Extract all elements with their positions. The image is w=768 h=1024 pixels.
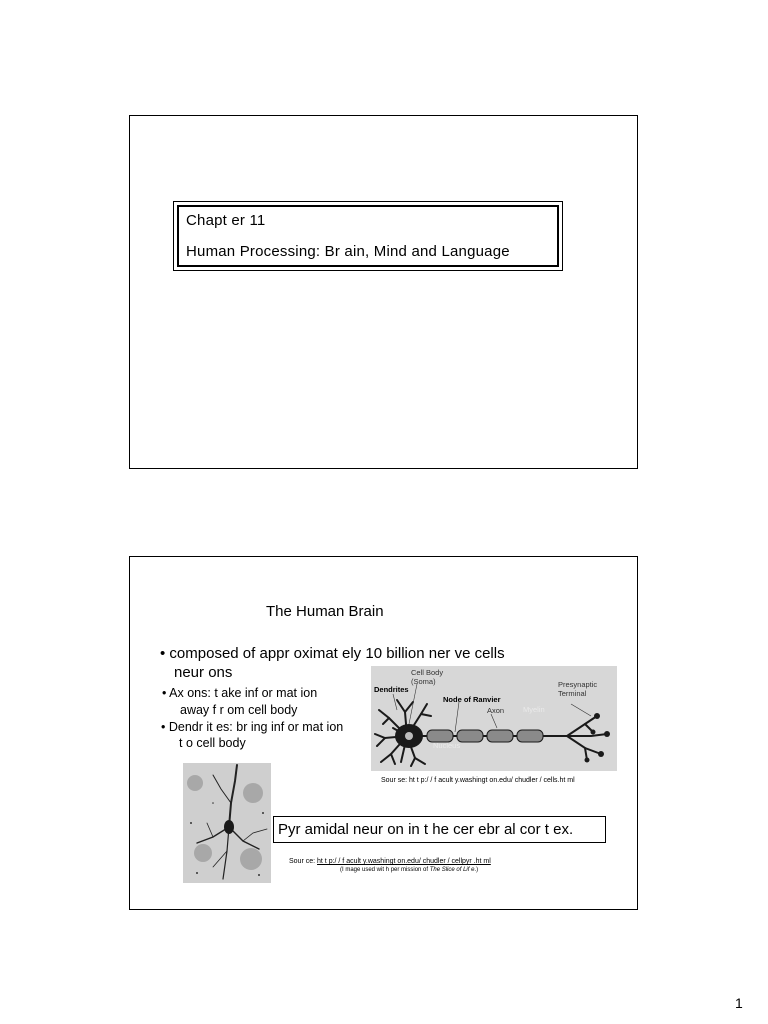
label-terminal: Terminal: [558, 689, 587, 698]
label-axon: Axon: [487, 706, 505, 715]
bullet-axons-line-1: • Ax ons: t ake inf or mat ion: [162, 686, 318, 700]
pyramidal-neuron-source: [289, 858, 491, 865]
page-number: 1: [735, 995, 743, 1011]
credit-prefix: (I mage used wit h per mission of: [340, 867, 430, 873]
bullet-neurons-line-1: • composed of appr oximat ely 10 billion ner ve cells: [160, 645, 505, 662]
pyramidal-neuron-caption: Pyr amidal neur on in t he cer ebr al cor t ex.: [273, 816, 606, 843]
slide-title: The Human Brain: [266, 603, 384, 620]
bullet-axons-line-2: away f r om cell body: [180, 703, 298, 717]
bullet-neurons-line-2: neur ons: [174, 664, 233, 681]
slide-2: [129, 556, 638, 910]
source-link[interactable]: ht t p:/ / f acult y.washingt on.edu/ chudler / cellpyr .ht ml: [317, 858, 491, 865]
bullet-dendrites-line-1: • Dendr it es: br ing inf or mat ion: [161, 720, 344, 734]
label-cell-body: Cell Body: [411, 668, 444, 677]
pyramidal-neuron-photo: [183, 763, 271, 883]
credit-title: The Slice of Lif e: [429, 867, 475, 873]
source-prefix: Sour ce:: [289, 858, 318, 865]
label-soma: (Soma): [411, 677, 436, 686]
pyramidal-neuron-image: [183, 763, 271, 883]
neuron-diagram-source: Sour se: ht t p:/ / f acult y.washingt on.edu/ chudler / cells.ht ml: [381, 777, 575, 784]
chapter-title-box: [173, 201, 563, 271]
image-credit: [340, 867, 478, 873]
neuron-diagram: [371, 666, 617, 771]
label-dendrites: Dendrites: [374, 685, 409, 694]
label-myelin: Myelin: [523, 705, 545, 714]
chapter-title-box-inner: [177, 205, 559, 267]
bullet-dendrites-line-2: t o cell body: [179, 736, 246, 750]
bullet-dendrites: [161, 719, 343, 751]
label-node-of-ranvier: Node of Ranvier: [443, 695, 501, 704]
chapter-heading: Chapt er 11: [186, 212, 266, 229]
slide-1: [129, 115, 638, 469]
bullet-axons: [162, 685, 317, 719]
credit-suffix: .): [474, 867, 479, 873]
chapter-subtitle: Human Processing: Br ain, Mind and Language: [186, 243, 510, 260]
label-nucleus: Nucleus: [433, 741, 461, 750]
label-presynaptic: Presynaptic: [558, 680, 598, 689]
